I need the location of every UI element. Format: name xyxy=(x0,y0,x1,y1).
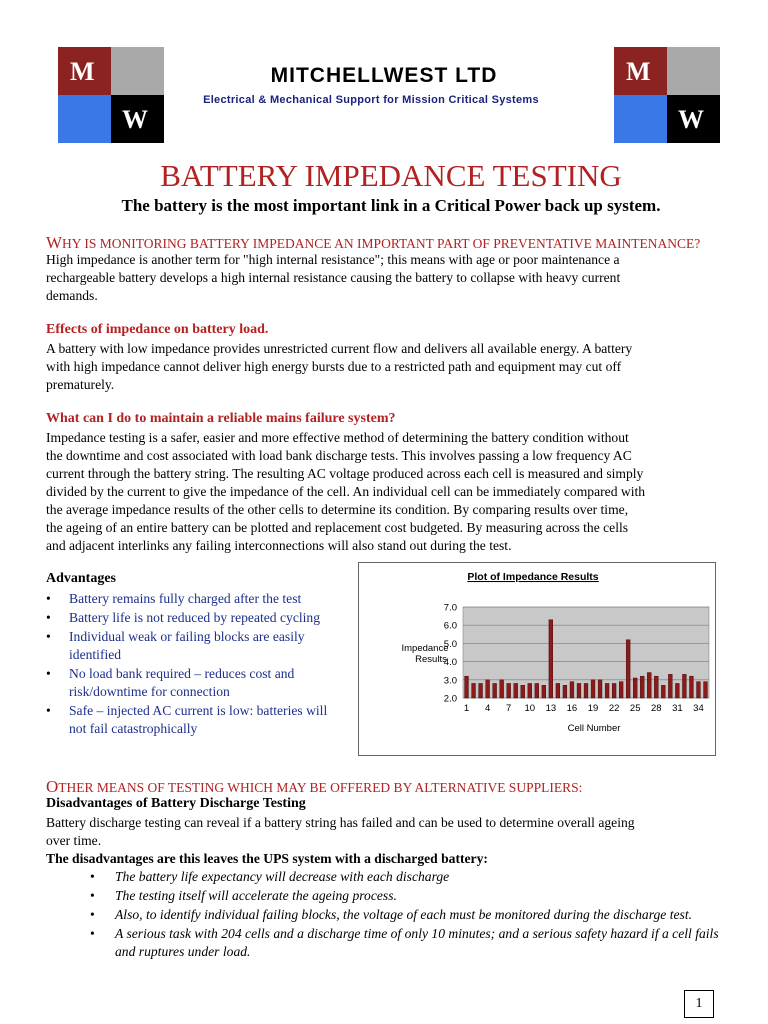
disadvantages-heading: Disadvantages of Battery Discharge Testing xyxy=(46,796,306,811)
disadvantages-list xyxy=(90,868,730,962)
text-line: over time. xyxy=(46,833,102,848)
chart-bar xyxy=(549,620,553,698)
chart-bar xyxy=(542,685,546,698)
text-line: current through the battery string. The resulting AC voltage produced across each cell is measured and simply xyxy=(46,466,644,481)
list-item: • Also, to identify individual failing blocks, the voltage of each must be monitored during the discharge test. xyxy=(90,906,730,924)
section-heading-why xyxy=(46,233,700,253)
heading-initial: O xyxy=(46,777,59,796)
section-why-text xyxy=(46,251,726,305)
list-item: • The battery life expectancy will decrease with each discharge xyxy=(90,868,730,886)
list-item: • A serious task with 204 cells and a discharge time of only 10 minutes; and a serious safety hazard if a cell fails and ruptures under load. xyxy=(90,925,730,961)
chart-y-tick-label: 5.0 xyxy=(443,638,457,650)
chart-x-tick-label: 28 xyxy=(650,703,662,714)
chart-bar xyxy=(472,683,476,698)
chart-x-tick-label: 31 xyxy=(672,703,683,714)
logo-letter-w: W xyxy=(122,105,148,134)
text-line: divided by the current to give the impedance of the cell. An individual cell can be immediately compared with xyxy=(46,484,646,499)
chart-bar xyxy=(521,685,525,698)
page-number: 1 xyxy=(684,990,714,1018)
chart-bar xyxy=(479,683,483,698)
chart-bar xyxy=(465,676,469,698)
advantages-list xyxy=(46,590,346,739)
chart-y-tick-label: 7.0 xyxy=(443,602,457,614)
heading-initial: W xyxy=(46,233,63,252)
chart-x-axis-label: Cell Number xyxy=(567,723,621,734)
chart-y-axis-label-line: Impedance xyxy=(401,643,449,654)
chart-y-axis-label-line: Results xyxy=(415,654,447,665)
logo-letter-m: M xyxy=(70,57,95,86)
impedance-chart-svg xyxy=(359,563,715,755)
text-line: A battery with low impedance provides unrestricted current flow and delivers all available energy. A battery xyxy=(46,341,633,356)
chart-y-tick-label: 4.0 xyxy=(443,657,457,669)
section-effects-text xyxy=(46,340,726,394)
chart-bar xyxy=(697,682,701,698)
list-item: • No load bank required – reduces cost and risk/downtime for connection xyxy=(46,665,346,701)
chart-bar xyxy=(563,685,567,698)
chart-bar xyxy=(647,673,651,698)
chart-y-tick-label: 2.0 xyxy=(443,693,457,705)
chart-x-tick-label: 13 xyxy=(545,703,557,714)
logo-letter-w: W xyxy=(678,105,704,134)
section-discharge-text xyxy=(46,814,726,868)
chart-bar xyxy=(528,683,532,698)
text-line: demands. xyxy=(46,288,98,303)
chart-bar xyxy=(675,683,679,698)
company-tagline: Electrical & Mechanical Support for Mission Critical Systems xyxy=(203,94,539,106)
chart-bar xyxy=(507,683,511,698)
text-line: the downtime and cost associated with load bank discharge tests. This involves passing a low frequency AC xyxy=(46,448,632,463)
company-name: MITCHELLWEST LTD xyxy=(270,64,498,87)
impedance-chart xyxy=(358,562,716,756)
chart-bar xyxy=(668,674,672,698)
chart-bar xyxy=(640,676,644,698)
text-line: and adjacent interlinks any failing interconnections will also stand out during the test. xyxy=(46,538,512,553)
chart-bar xyxy=(682,674,686,698)
text-line: the average impedance results of the other cells to determine its condition. By comparing results over time, xyxy=(46,502,629,517)
text-line: with high impedance cannot deliver high energy bursts due to a restricted path and equipment may cut off xyxy=(46,359,622,374)
chart-x-tick-label: 16 xyxy=(566,703,578,714)
list-item: • Safe – injected AC current is low: batteries will not fail catastrophically xyxy=(46,702,346,738)
chart-bar xyxy=(605,683,609,698)
chart-bar xyxy=(584,683,588,698)
logo-letter-m: M xyxy=(626,57,651,86)
list-item: • Battery life is not reduced by repeated cycling xyxy=(46,609,346,627)
list-item: • Individual weak or failing blocks are easily identified xyxy=(46,628,346,664)
chart-x-tick-label: 22 xyxy=(608,703,620,714)
chart-bar xyxy=(619,682,623,698)
chart-y-tick-label: 6.0 xyxy=(443,620,457,632)
chart-bar xyxy=(486,680,490,698)
text-line: High impedance is another term for "high internal resistance"; this means with age or poor maintenance a xyxy=(46,252,620,267)
chart-bar xyxy=(591,680,595,698)
chart-bar xyxy=(661,685,665,698)
chart-x-tick-label: 25 xyxy=(629,703,641,714)
chart-x-tick-label: 7 xyxy=(506,703,512,714)
chart-bar xyxy=(689,676,693,698)
advantages-heading: Advantages xyxy=(46,571,117,586)
text-line: the ageing of an entire battery can be plotted and replacement cost budgeted. By measuring across the cells xyxy=(46,520,629,535)
chart-bar xyxy=(654,676,658,698)
heading-rest: THER MEANS OF TESTING WHICH MAY BE OFFERED BY ALTERNATIVE SUPPLIERS: xyxy=(58,780,583,795)
text-line: rechargeable battery develops a high internal resistance causing the battery to collapse with heavy current xyxy=(46,270,621,285)
chart-bar xyxy=(598,680,602,698)
chart-x-tick-label: 1 xyxy=(463,703,470,714)
chart-bar xyxy=(704,682,708,698)
list-item: • Battery remains fully charged after the test xyxy=(46,590,346,608)
page-title: BATTERY IMPEDANCE TESTING xyxy=(160,158,622,193)
section-heading-other-means xyxy=(46,777,582,797)
chart-bar xyxy=(556,683,560,698)
chart-x-tick-label: 19 xyxy=(587,703,599,714)
chart-bar xyxy=(514,683,518,698)
chart-bar xyxy=(500,680,504,698)
chart-bar xyxy=(577,683,581,698)
chart-bar xyxy=(633,678,637,698)
page-subtitle: The battery is the most important link in a Critical Power back up system. xyxy=(121,196,661,215)
text-line: prematurely. xyxy=(46,377,115,392)
chart-title: Plot of Impedance Results xyxy=(467,571,599,583)
chart-x-tick-label: 4 xyxy=(484,703,491,714)
heading-rest: HY IS MONITORING BATTERY IMPEDANCE AN IMPORTANT PART OF PREVENTATIVE MAINTENANCE? xyxy=(62,236,701,251)
chart-y-tick-label: 3.0 xyxy=(443,675,457,687)
chart-x-tick-label: 10 xyxy=(524,703,536,714)
text-line: Impedance testing is a safer, easier and more effective method of determining the battery condition without xyxy=(46,430,629,445)
text-line-bold: The disadvantages are this leaves the UPS system with a discharged battery: xyxy=(46,851,488,866)
chart-bar xyxy=(612,683,616,698)
section-heading-effects: Effects of impedance on battery load. xyxy=(46,322,269,337)
section-maintain-text xyxy=(46,429,726,555)
chart-x-tick-label: 34 xyxy=(693,703,704,714)
chart-plot-area xyxy=(444,603,709,715)
section-heading-maintain: What can I do to maintain a reliable mains failure system? xyxy=(46,411,396,426)
text-line: Battery discharge testing can reveal if a battery string has failed and can be used to determine overall ageing xyxy=(46,815,635,830)
chart-bar xyxy=(493,683,497,698)
chart-bar xyxy=(626,640,630,698)
chart-bar xyxy=(535,683,539,698)
chart-bar xyxy=(570,682,574,698)
list-item: • The testing itself will accelerate the ageing process. xyxy=(90,887,730,905)
chart-y-axis-label xyxy=(401,643,448,665)
